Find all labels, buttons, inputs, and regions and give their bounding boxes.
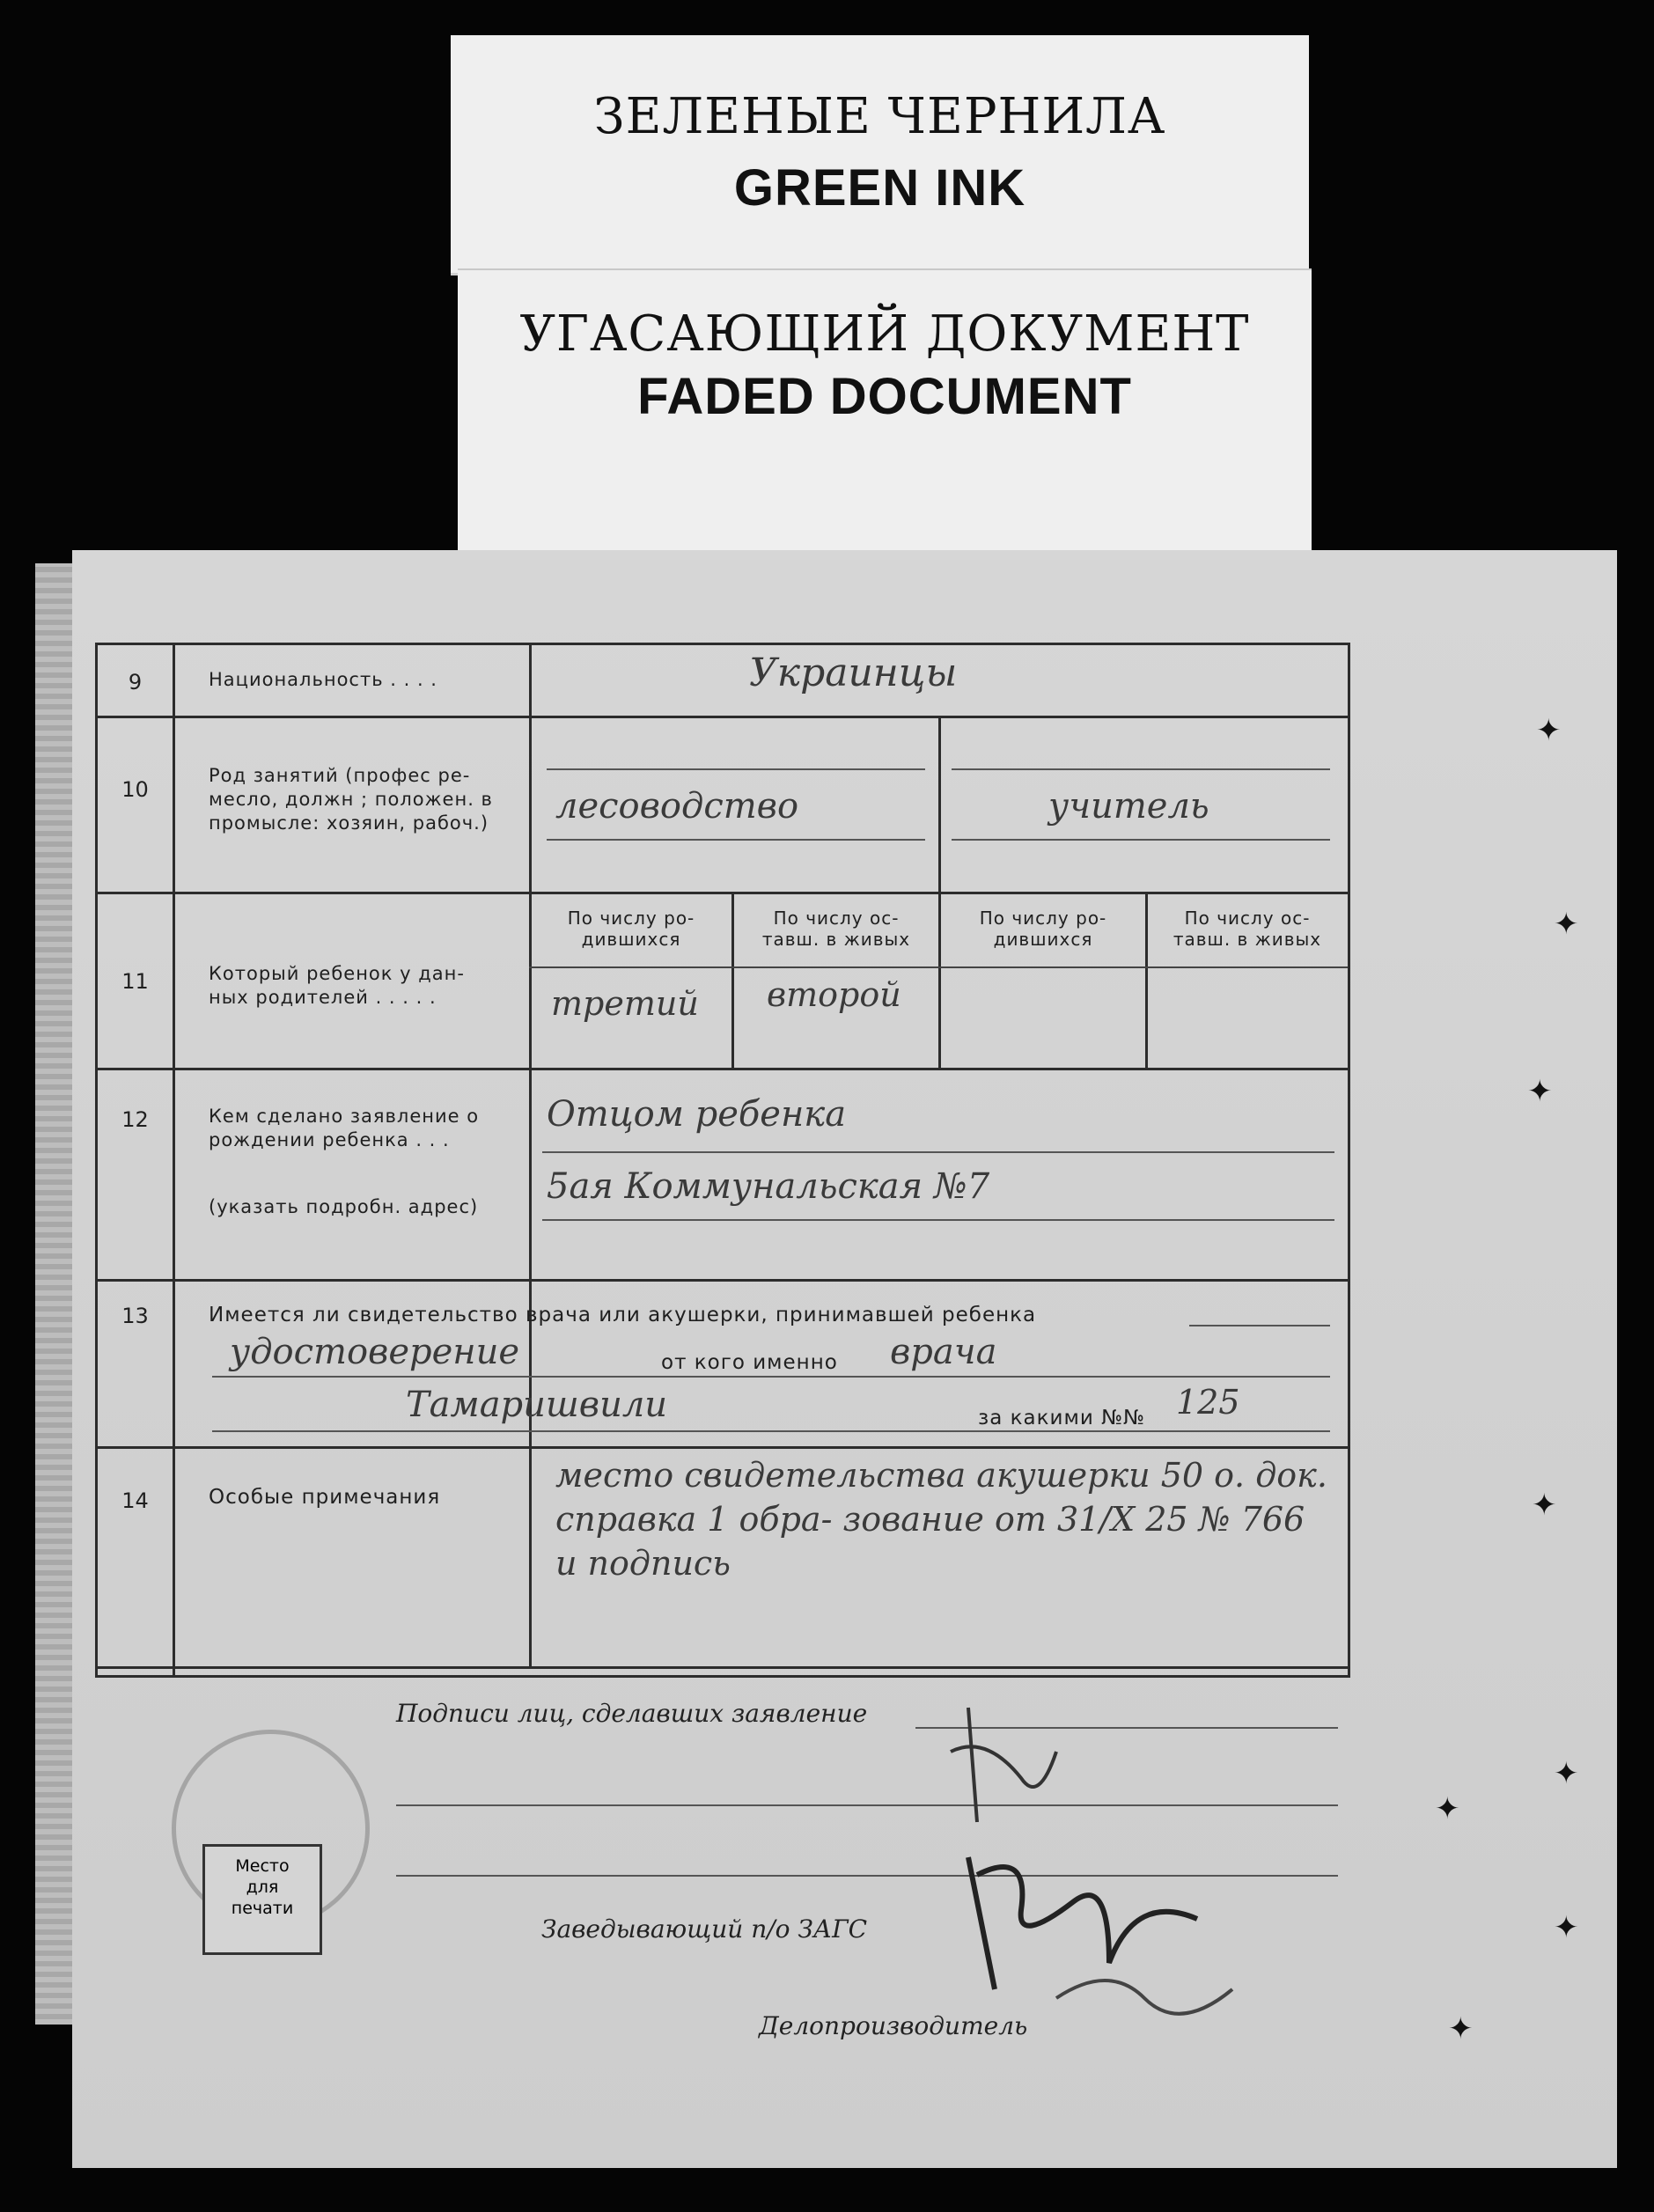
row-certificate <box>98 1279 1348 1449</box>
handwritten-value: второй <box>767 975 901 1014</box>
slip-russian-text: ЗЕЛЕНЫЕ ЧЕРНИЛА <box>593 88 1166 145</box>
row-number: 11 <box>121 969 149 994</box>
subheader: По числу ро- дившихся <box>567 908 695 950</box>
applicants-signature-label: Подписи лиц, сделавших заявление <box>396 1699 868 1728</box>
subheader-divider <box>529 966 1348 968</box>
faded-document-slip <box>458 268 1312 554</box>
row-label: Род занятий (профес ре- месло, должн ; положен. в промысле: хозяин, рабоч.) <box>209 765 493 834</box>
row-notes <box>98 1446 1348 1669</box>
subheader: По числу ос- тавш. в живых <box>761 908 911 950</box>
dotted-line <box>542 1219 1334 1221</box>
row-number: 14 <box>121 1488 149 1513</box>
row-nationality <box>98 645 1348 718</box>
page-binding-edge <box>35 563 77 2025</box>
seal-placeholder-box <box>202 1844 322 1955</box>
punch-hole: ✦ <box>1448 2011 1474 2047</box>
dotted-line <box>952 839 1330 841</box>
column-divider <box>1145 892 1148 1068</box>
handwritten-value: врача <box>890 1332 997 1372</box>
handwritten-value: 125 <box>1176 1383 1240 1422</box>
green-ink-slip <box>451 35 1309 273</box>
slip-english-text: GREEN INK <box>733 159 1026 217</box>
punch-hole: ✦ <box>1554 907 1579 942</box>
row-number: 13 <box>121 1304 149 1328</box>
dotted-line <box>547 768 925 770</box>
registration-form <box>95 643 1350 1678</box>
punch-hole: ✦ <box>1536 713 1562 748</box>
handwritten-value: Тамаришвили <box>406 1385 668 1425</box>
subheader: По числу ос- тавш. в живых <box>1173 908 1322 950</box>
handwritten-value: 5ая Коммунальская №7 <box>547 1166 990 1207</box>
column-divider <box>938 716 941 892</box>
dotted-line <box>212 1376 1330 1378</box>
punch-hole: ✦ <box>1532 1488 1557 1523</box>
dotted-line <box>952 768 1330 770</box>
row-applicant <box>98 1068 1348 1282</box>
row-sublabel: (указать подробн. адрес) <box>209 1196 479 1217</box>
handwritten-value: удостоверение <box>230 1332 520 1372</box>
row-child-order <box>98 892 1348 1070</box>
row-question: Имеется ли свидетельство врача или акушерки, принимавшей ребенка <box>209 1304 1037 1326</box>
row-label: за какими №№ <box>978 1407 1145 1429</box>
punch-hole: ✦ <box>1554 1910 1579 1945</box>
row-occupation <box>98 716 1348 894</box>
dotted-line <box>1189 1325 1330 1326</box>
clerk-signature-label: Делопроизводитель <box>759 2011 1028 2040</box>
handwritten-note: место свидетельства акушерки 50 о. док. справка 1 обра- зование от 31/X 25 № 766 и подпись <box>555 1456 1327 1583</box>
punch-hole: ✦ <box>1527 1074 1553 1109</box>
dotted-line <box>547 839 925 841</box>
row-number: 9 <box>128 670 143 694</box>
subheader: По числу ро- дившихся <box>979 908 1107 950</box>
row-label: Национальность . . . . <box>209 669 437 690</box>
seal-placeholder-text: Место для печати <box>231 1856 294 1918</box>
handwritten-signatures <box>915 1699 1250 2042</box>
handwritten-value: третий <box>551 984 699 1023</box>
handwritten-value: учитель <box>1048 786 1209 827</box>
row-number: 12 <box>121 1107 149 1132</box>
row-label: от кого именно <box>661 1351 838 1374</box>
column-divider <box>731 892 734 1068</box>
slip-russian-text: УГАСАЮЩИЙ ДОКУМЕНТ <box>519 305 1250 363</box>
column-divider <box>529 1446 532 1666</box>
column-divider <box>938 892 941 1068</box>
row-number: 10 <box>121 777 149 802</box>
row-label: Особые примечания <box>209 1486 441 1509</box>
dotted-line <box>542 1151 1334 1153</box>
handwritten-value: лесоводство <box>555 786 799 827</box>
punch-hole: ✦ <box>1554 1756 1579 1791</box>
handwritten-value: Отцом ребенка <box>547 1094 847 1135</box>
punch-hole: ✦ <box>1435 1791 1460 1826</box>
head-signature-label: Заведывающий п/о ЗАГС <box>541 1914 868 1944</box>
handwritten-value: Украинцы <box>749 650 958 695</box>
row-label: Который ребенок у дан- ных родителей . . . . . <box>209 963 465 1008</box>
row-label: Кем сделано заявление о рождении ребенка . . . <box>209 1106 480 1150</box>
dotted-line <box>212 1430 1330 1432</box>
slip-english-text: FADED DOCUMENT <box>637 368 1132 425</box>
